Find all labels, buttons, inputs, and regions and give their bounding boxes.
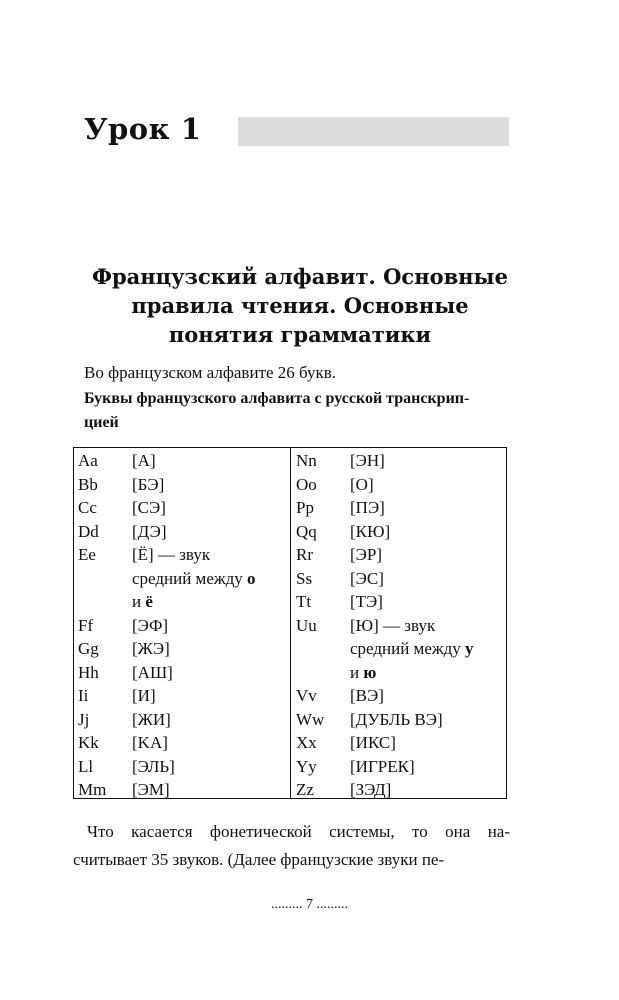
alphabet-row bbox=[296, 731, 504, 755]
alphabet-row bbox=[296, 755, 504, 779]
table-caption bbox=[84, 387, 510, 435]
alphabet-letter: Nn bbox=[296, 451, 317, 470]
lesson-title: Урок 1 bbox=[84, 112, 202, 146]
alphabet-letter: Ww bbox=[296, 709, 325, 729]
alphabet-row bbox=[78, 731, 288, 755]
alphabet-letter: Mm bbox=[78, 780, 107, 799]
alphabet-pronunciation: [ПЭ] bbox=[350, 498, 385, 517]
alphabet-pronunciation: [АШ] bbox=[132, 662, 173, 682]
alphabet-letter: Cc bbox=[78, 498, 97, 517]
alphabet-row bbox=[78, 520, 288, 544]
alphabet-pronunciation: [ВЭ] bbox=[350, 686, 384, 705]
alphabet-letter: Ff bbox=[78, 615, 94, 635]
alphabet-pronunciation: [ДУБЛЬ ВЭ] bbox=[350, 709, 443, 729]
section-heading-line: Французский алфавит. Основные bbox=[92, 264, 508, 289]
alphabet-letter: Kk bbox=[78, 733, 99, 752]
alphabet-row bbox=[296, 496, 504, 520]
alphabet-row bbox=[296, 684, 504, 708]
alphabet-pronunciation: и ё bbox=[132, 592, 153, 611]
alphabet-row bbox=[78, 567, 288, 591]
bold-letter: о bbox=[247, 568, 256, 588]
alphabet-pronunciation: [KA] bbox=[132, 733, 168, 752]
alphabet-pronunciation: [ЖИ] bbox=[132, 709, 171, 729]
alphabet-row bbox=[296, 520, 504, 544]
alphabet-pronunciation: [O] bbox=[350, 474, 374, 494]
alphabet-pronunciation: [ЭФ] bbox=[132, 615, 169, 635]
alphabet-row bbox=[296, 637, 504, 661]
bold-letter: у bbox=[465, 639, 474, 658]
alphabet-pronunciation: [Ё] — звук bbox=[132, 545, 211, 564]
alphabet-column-left bbox=[78, 449, 288, 802]
alphabet-pronunciation: [Ю] — звук bbox=[350, 615, 436, 635]
alphabet-letter: Xx bbox=[296, 733, 317, 752]
alphabet-pronunciation: средний между у bbox=[350, 639, 474, 658]
alphabet-pronunciation: [A] bbox=[132, 451, 156, 470]
alphabet-pronunciation: [ЭС] bbox=[350, 568, 384, 588]
alphabet-pronunciation: [ТЭ] bbox=[350, 592, 383, 611]
section-heading bbox=[60, 262, 540, 349]
bold-letter: ё bbox=[145, 592, 153, 611]
alphabet-letter: Tt bbox=[296, 592, 312, 611]
paragraph-line: считывает 35 звуков. (Далее французские звуки пе- bbox=[73, 850, 445, 869]
alphabet-table bbox=[73, 447, 507, 799]
alphabet-row bbox=[78, 778, 288, 802]
alphabet-row bbox=[78, 614, 288, 638]
paragraph-line: Что касается фонетической системы, то она на- bbox=[87, 822, 510, 841]
alphabet-row bbox=[296, 449, 504, 473]
alphabet-pronunciation: [КЮ] bbox=[350, 521, 391, 541]
alphabet-letter: Oo bbox=[296, 474, 317, 494]
alphabet-pronunciation: [ЖЭ] bbox=[132, 639, 170, 658]
alphabet-pronunciation: [ИГРЕК] bbox=[350, 756, 415, 776]
alphabet-row bbox=[296, 778, 504, 802]
alphabet-pronunciation: средний между о bbox=[132, 568, 256, 588]
alphabet-pronunciation: [ЭР] bbox=[350, 545, 382, 564]
alphabet-pronunciation: и ю bbox=[350, 662, 377, 682]
title-decor-bar bbox=[238, 117, 509, 146]
alphabet-row bbox=[296, 708, 504, 732]
alphabet-column-right bbox=[296, 449, 504, 802]
alphabet-letter: Ll bbox=[78, 756, 94, 776]
intro-text: Во французском алфавите 26 букв. bbox=[84, 363, 337, 382]
alphabet-row bbox=[78, 684, 288, 708]
alphabet-row bbox=[78, 496, 288, 520]
alphabet-letter: Rr bbox=[296, 545, 313, 564]
alphabet-letter: Bb bbox=[78, 474, 98, 494]
body-paragraph bbox=[73, 818, 510, 874]
alphabet-letter: Hh bbox=[78, 662, 99, 682]
alphabet-letter: Ee bbox=[78, 545, 96, 564]
alphabet-letter: Ss bbox=[296, 568, 313, 588]
alphabet-row bbox=[78, 661, 288, 685]
alphabet-pronunciation: [СЭ] bbox=[132, 498, 166, 517]
alphabet-letter: Uu bbox=[296, 615, 317, 635]
alphabet-row bbox=[296, 614, 504, 638]
table-column-divider bbox=[290, 448, 291, 798]
alphabet-letter: Yy bbox=[296, 756, 317, 776]
alphabet-letter: Qq bbox=[296, 521, 317, 541]
alphabet-pronunciation: [ЭН] bbox=[350, 451, 385, 470]
section-heading-line: правила чтения. Основные bbox=[131, 293, 469, 318]
alphabet-letter: Dd bbox=[78, 521, 99, 541]
alphabet-row bbox=[78, 755, 288, 779]
alphabet-letter: Vv bbox=[296, 686, 317, 705]
alphabet-letter: Pp bbox=[296, 498, 314, 517]
bold-letter: ю bbox=[363, 662, 377, 682]
alphabet-letter: Zz bbox=[296, 780, 314, 799]
alphabet-letter: Gg bbox=[78, 639, 99, 658]
table-caption-line: цией bbox=[84, 414, 119, 431]
alphabet-pronunciation: [ИКС] bbox=[350, 733, 396, 752]
alphabet-row bbox=[78, 449, 288, 473]
alphabet-pronunciation: [ДЭ] bbox=[132, 521, 167, 541]
alphabet-row bbox=[296, 661, 504, 685]
alphabet-pronunciation: [ЭМ] bbox=[132, 780, 170, 799]
alphabet-row bbox=[78, 473, 288, 497]
alphabet-row bbox=[78, 543, 288, 567]
alphabet-letter: Jj bbox=[78, 709, 90, 729]
alphabet-pronunciation: [ЗЭД] bbox=[350, 780, 392, 799]
alphabet-row bbox=[78, 637, 288, 661]
alphabet-letter: Aa bbox=[78, 451, 98, 470]
alphabet-letter: Ii bbox=[78, 686, 89, 705]
alphabet-row bbox=[296, 473, 504, 497]
alphabet-row bbox=[78, 708, 288, 732]
alphabet-pronunciation: [И] bbox=[132, 686, 156, 705]
section-heading-line: понятия грамматики bbox=[168, 322, 432, 347]
alphabet-pronunciation: [БЭ] bbox=[132, 474, 165, 494]
alphabet-pronunciation: [ЭЛЬ] bbox=[132, 756, 175, 776]
alphabet-row bbox=[296, 590, 504, 614]
alphabet-row bbox=[296, 567, 504, 591]
table-caption-line: Буквы французского алфавита с русской транскрип- bbox=[84, 390, 470, 407]
alphabet-row bbox=[78, 590, 288, 614]
page-number: ......... 7 ......... bbox=[271, 897, 348, 912]
alphabet-row bbox=[296, 543, 504, 567]
